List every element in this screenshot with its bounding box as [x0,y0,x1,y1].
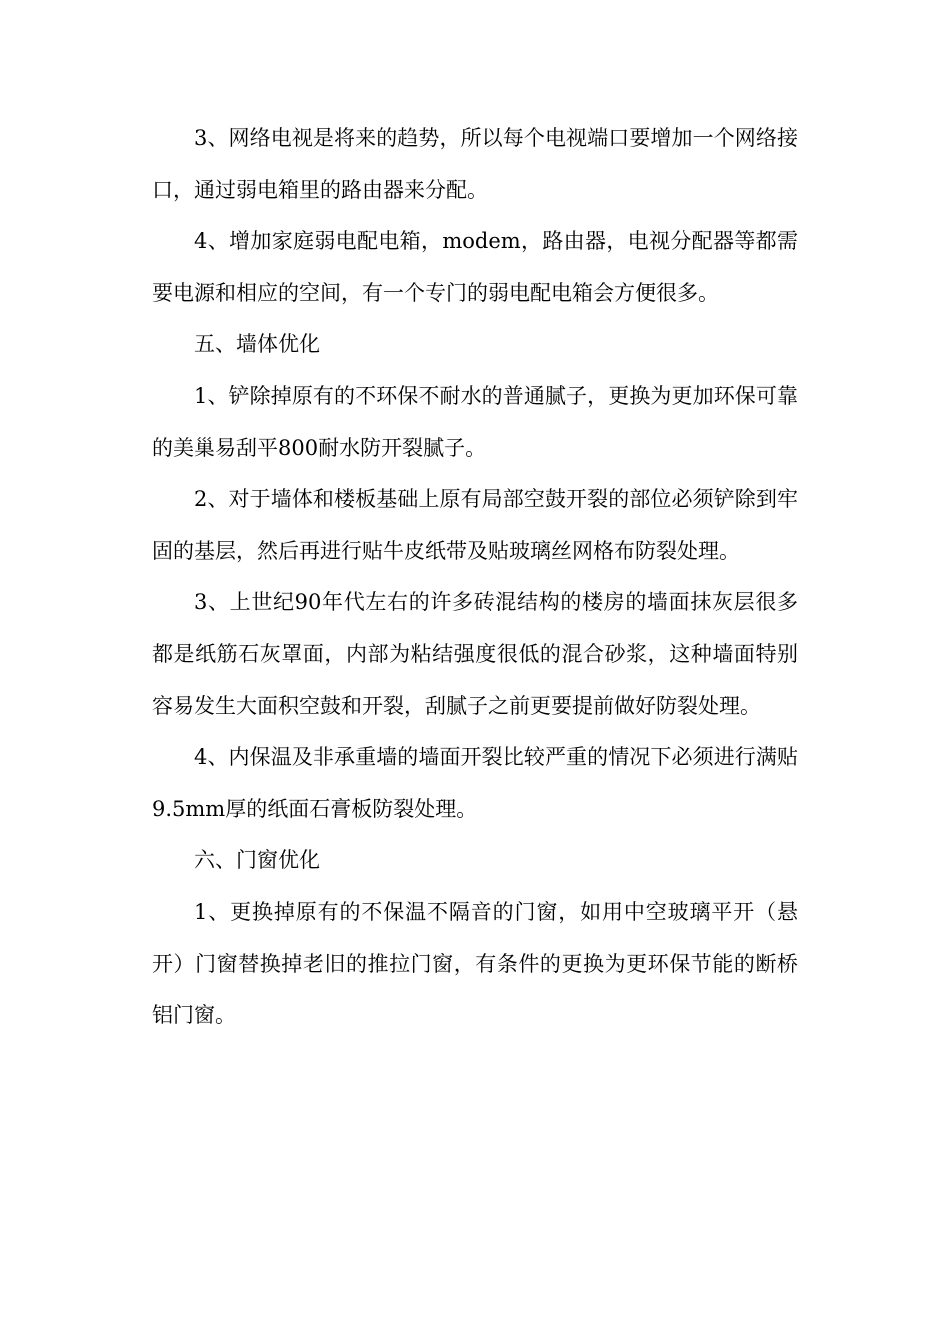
paragraph-plaster: 3、上世纪90年代左右的许多砖混结构的楼房的墙面抹灰层很多都是纸筋石灰罩面，内部为粘结强度很低的混合砂浆，这种墙面特别容易发生大面积空鼓和开裂，刮腻子之前更要提前做好防裂处理。 [152,590,798,718]
paragraph-network-tv: 3、网络电视是将来的趋势，所以每个电视端口要增加一个网络接口，通过弱电箱里的路由器来分配。 [152,126,798,202]
paragraph-distribution-box: 4、增加家庭弱电配电箱，modem，路由器，电视分配器等都需要电源和相应的空间，有一个专门的弱电配电箱会方便很多。 [152,229,798,305]
paragraph-putty: 1、铲除掉原有的不环保不耐水的普通腻子，更换为更加环保可靠的美巢易刮平800耐水防开裂腻子。 [152,383,798,460]
section-heading-windows: 六、门窗优化 [194,848,320,873]
document-body [152,113,798,1042]
section-heading-wall: 五、墙体优化 [194,332,320,357]
paragraph-crack-removal: 2、对于墙体和楼板基础上原有局部空鼓开裂的部位必须铲除到牢固的基层，然后再进行贴牛皮纸带及贴玻璃丝网格布防裂处理。 [152,487,798,563]
paragraph-gypsum-board: 4、内保温及非承重墙的墙面开裂比较严重的情况下必须进行满贴9.5mm厚的纸面石膏板防裂处理。 [152,745,798,821]
paragraph-windows: 1、更换掉原有的不保温不隔音的门窗，如用中空玻璃平开（悬开）门窗替换掉老旧的推拉门窗，有条件的更换为更环保节能的断桥铝门窗。 [152,899,798,1028]
